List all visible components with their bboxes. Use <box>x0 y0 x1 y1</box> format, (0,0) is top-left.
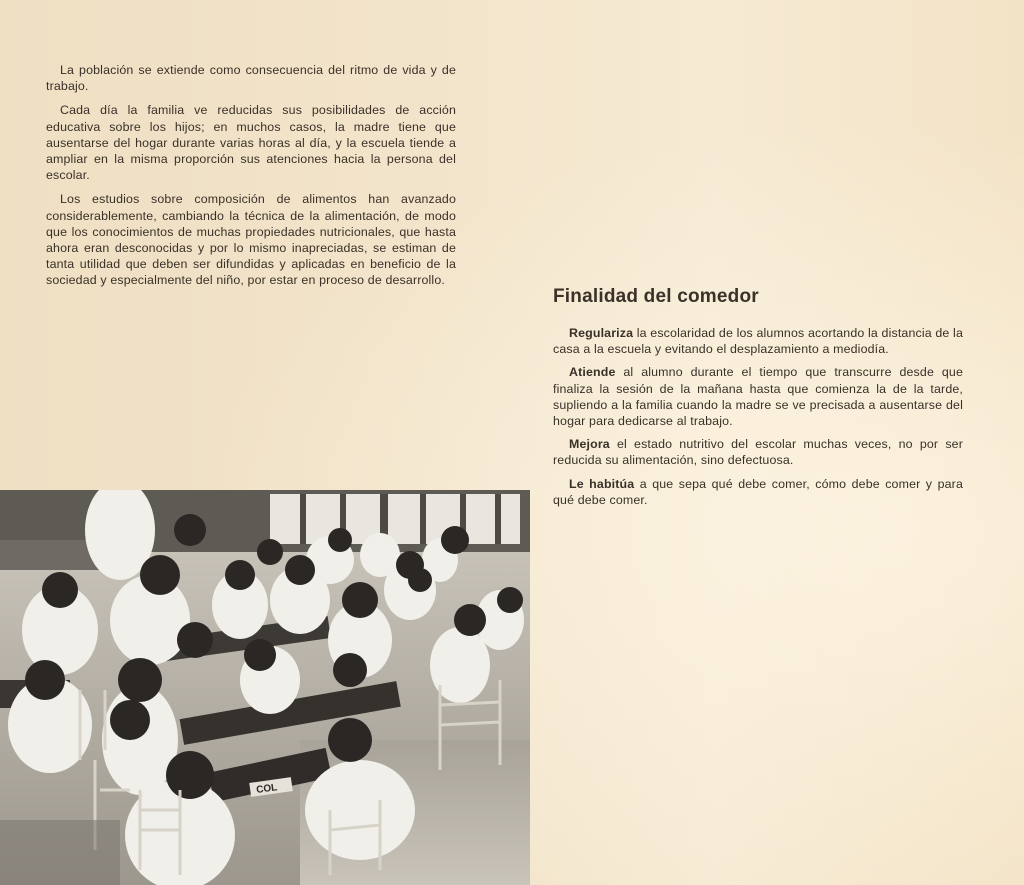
purpose-item-text: la escolaridad de los alumnos acortando la distancia de la casa a la escuela y evitando el desplazamiento a mediodía. <box>553 326 963 357</box>
purpose-section <box>553 285 963 515</box>
purpose-item-text: a que sepa qué debe comer, cómo debe comer y para qué debe comer. <box>553 476 963 507</box>
purpose-item-lead: Atiende <box>569 365 616 380</box>
purpose-item <box>553 476 963 508</box>
purpose-item-text: el estado nutritivo del escolar muchas veces, no por ser reducida su alimentación, sino defectuosa. <box>553 437 963 468</box>
purpose-item-lead: Regulariza <box>569 326 634 340</box>
purpose-item <box>553 325 963 357</box>
intro-paragraph: Cada día la familia ve reducidas sus posibilidades de acción educativa sobre los hijos; en muchos casos, la madre tiene que ausentarse del hogar durante varias horas al día, y la escuela tiende a ampliar en la misma proporción sus atenciones hacia la persona del escolar. <box>46 103 456 183</box>
purpose-item <box>553 364 963 429</box>
intro-text-column <box>46 62 456 297</box>
purpose-item <box>553 436 963 468</box>
purpose-item-lead: Mejora <box>569 437 610 452</box>
intro-paragraph: Los estudios sobre composición de alimentos han avanzado considerablemente, cambiando la técnica de la alimentación, de modo que los conocimientos de muchas propiedades nutricionales, que hasta ahora eran desconocidas y por lo mismo inapreciadas, se estiman de tanta utilidad que deben ser difundidas y aplicadas en beneficio de la sociedad y especialmente del niño, por estar en proceso de desarrollo. <box>46 192 456 288</box>
photo-table-sign: COL <box>255 782 279 797</box>
purpose-item-text: al alumno durante el tiempo que transcurre desde que finaliza la sesión de la mañana hasta que comienza la de la tarde, supliendo a la familia cuando la madre se ve precisada a ausentarse del hogar para dedicarse al trabajo. <box>553 365 963 429</box>
intro-paragraph: La población se extiende como consecuencia del ritmo de vida y de trabajo. <box>46 63 456 94</box>
section-title: Finalidad del comedor <box>553 286 759 307</box>
purpose-item-lead: Le habitúa <box>569 476 635 491</box>
dining-hall-photo <box>0 490 530 885</box>
